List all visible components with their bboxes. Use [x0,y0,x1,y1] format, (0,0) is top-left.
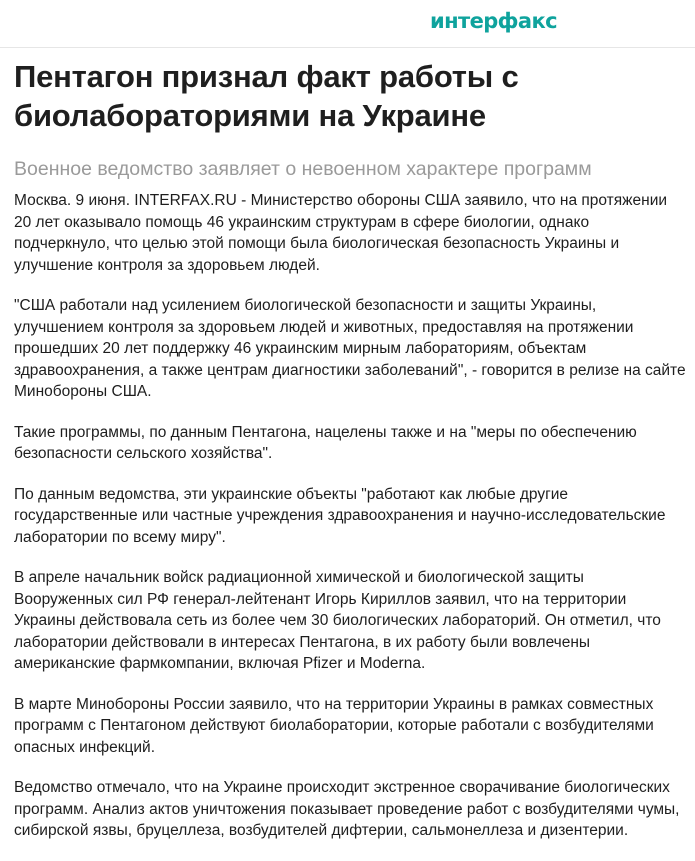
interfax-logo[interactable]: интерфакс [430,9,557,33]
article-paragraph: Ведомство отмечало, что на Украине происходит экстренное сворачивание биологических программ. Анализ актов уничтожения показывает проведение работ с возбудителями чумы, сибирской язвы, бруцеллеза, возбудителей дифтерии, сальмонеллеза и дизентерии. [14,779,680,839]
article-title: Пентагон признал факт работы с биолабораториями на Украине [14,59,519,133]
article-subtitle: Военное ведомство заявляет о невоенном характере программ [14,158,592,180]
site-header [0,0,695,48]
article-paragraph: "США работали над усилением биологической безопасности и защиты Украины, улучшением контроля за здоровьем людей и животных, предоставляя на протяжении прошедших 20 лет поддержку 46 украинским мирным лабораториям, объектам здравоохранения, а также центрам диагностики заболеваний", - говорится в релизе на сайте Минобороны США. [14,297,686,400]
article-paragraph: Москва. 9 июня. INTERFAX.RU - Министерство обороны США заявило, что на протяжении 20 лет оказывало помощь 46 украинским структурам в сфере биологии, однако подчеркнуло, что целью этой помощи была биологическая безопасность Украины и улучшение контроля за здоровьем людей. [14,192,668,274]
article-paragraph: Такие программы, по данным Пентагона, нацелены также и на "меры по обеспечению безопасности сельского хозяйства". [14,423,637,462]
article [14,57,686,861]
article-paragraph: По данным ведомства, эти украинские объекты "работают как любые другие государственные или частные учреждения здравоохранения и научно-исследовательские лаборатории по всему миру". [14,485,666,546]
article-body [14,190,686,842]
article-paragraph: В марте Минобороны России заявило, что на территории Украины в рамках совместных программ с Пентагоном действуют биолаборатории, которые работали с возбудителями опасных инфекций. [14,695,654,756]
article-paragraph: В апреле начальник войск радиационной химической и биологической защиты Вооруженных сил РФ генерал-лейтенант Игорь Кириллов заявил, что на территории Украины действовала сеть из более чем 30 биологических лабораторий. Он отметил, что лаборатории действовали в интересах Пентагона, в их работу были вовлечены американские фармкомпании, включая Pfizer и Moderna. [14,569,661,672]
